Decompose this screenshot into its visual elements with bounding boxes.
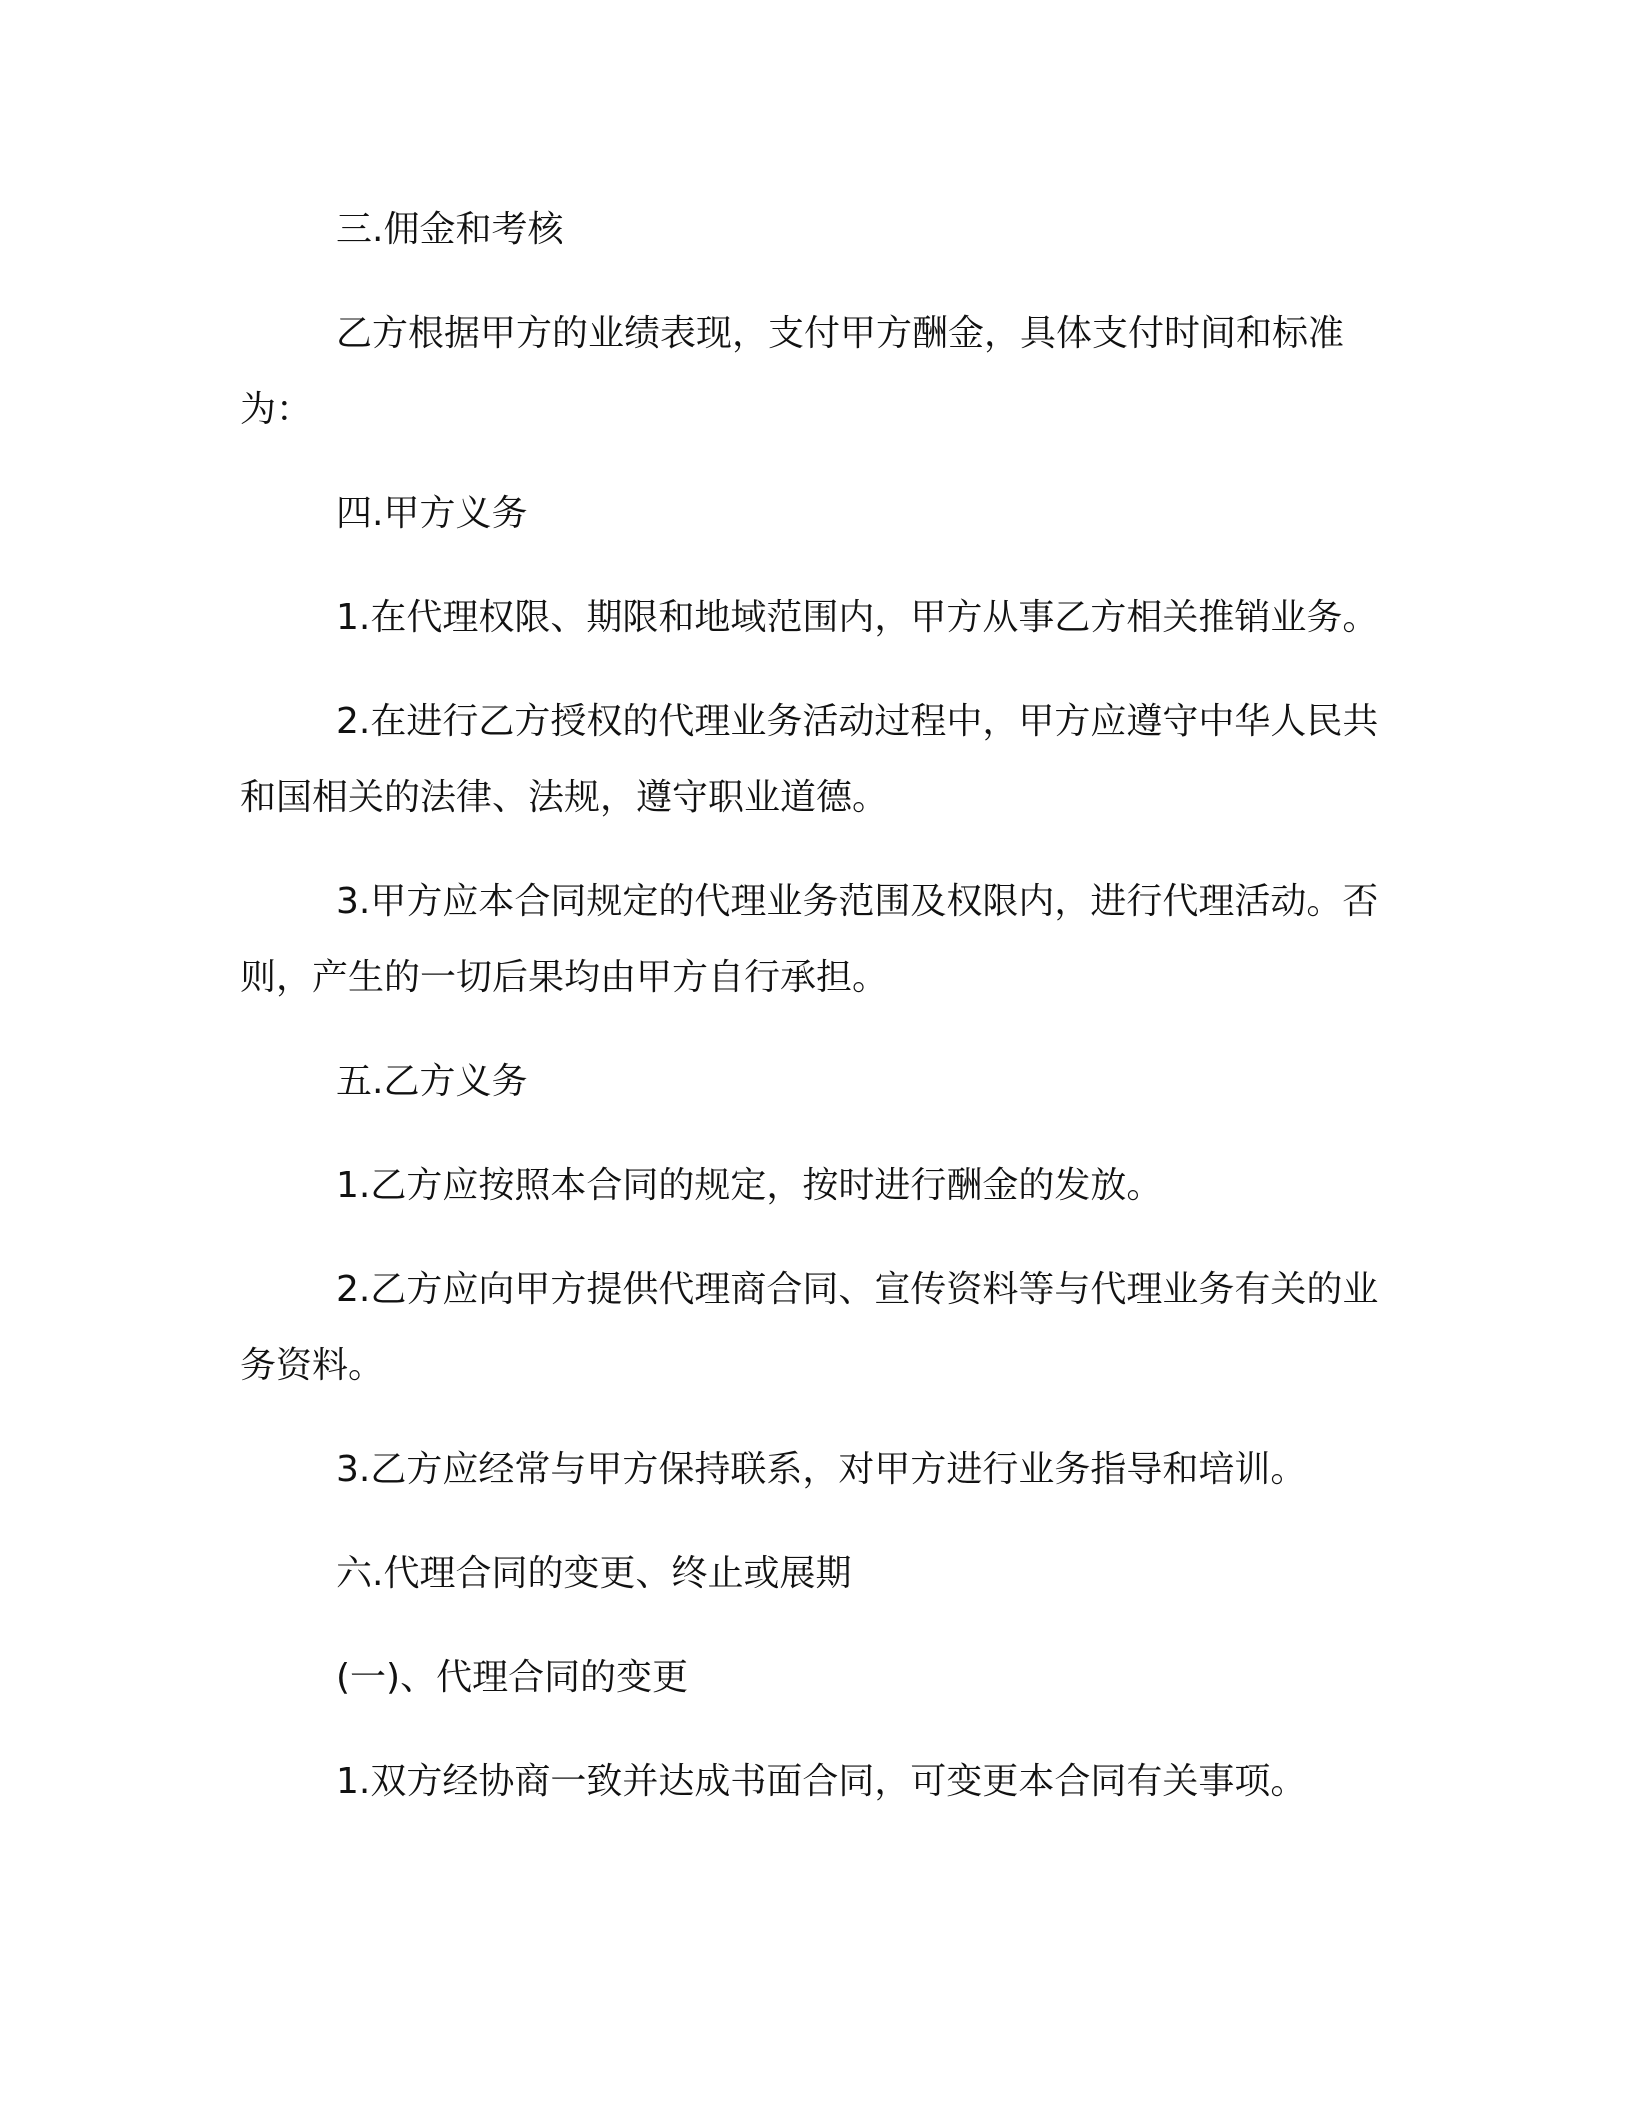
section-heading-party-b-obligations: 五.乙方义务: [336, 1061, 528, 1102]
document-body: [240, 192, 1380, 1848]
section-heading-contract-changes: 六.代理合同的变更、终止或展期: [336, 1553, 852, 1594]
paragraph-commission-terms: 乙方根据甲方的业绩表现，支付甲方酬金，具体支付时间和标准为：: [240, 313, 1345, 430]
section-heading-commission: 三.佣金和考核: [336, 209, 564, 250]
paragraph-party-b-item-3: 3.乙方应经常与甲方保持联系，对甲方进行业务指导和培训。: [336, 1449, 1307, 1490]
subsection-heading-contract-change: (一)、代理合同的变更: [336, 1657, 689, 1698]
paragraph-party-a-item-1: 1.在代理权限、期限和地域范围内，甲方从事乙方相关推销业务。: [336, 597, 1379, 638]
paragraph-party-a-item-3: 3.甲方应本合同规定的代理业务范围及权限内，进行代理活动。否则，产生的一切后果均由甲方自行承担。: [240, 881, 1379, 998]
section-heading-party-a-obligations: 四.甲方义务: [336, 493, 528, 534]
paragraph-party-a-item-2: 2.在进行乙方授权的代理业务活动过程中，甲方应遵守中华人民共和国相关的法律、法规，遵守职业道德。: [240, 701, 1379, 818]
paragraph-party-b-item-1: 1.乙方应按照本合同的规定，按时进行酬金的发放。: [336, 1165, 1163, 1206]
paragraph-party-b-item-2: 2.乙方应向甲方提供代理商合同、宣传资料等与代理业务有关的业务资料。: [240, 1269, 1379, 1386]
paragraph-contract-change-item-1: 1.双方经协商一致并达成书面合同，可变更本合同有关事项。: [336, 1761, 1307, 1802]
